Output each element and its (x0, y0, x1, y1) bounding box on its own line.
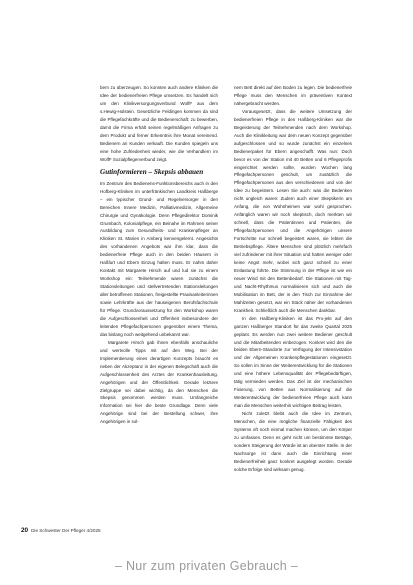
left-text-column (100, 84, 218, 426)
paragraph: nem Bett direkt auf den Boden zu legen. Die bedienerfreie Pflege muss den Menschen im präventiven Kontext nähergebracht werden. (234, 85, 352, 106)
page-footer (21, 527, 101, 534)
paragraph: In den Haßberg-Kliniken ist das Pro-jekt auf den ganzen Haßberger Standort für das zweite Quartal 2025 geplant. Es werden nun zwei weitere Bediener geschult und die Mitarbeitenden einbezogen. Konkret wird den die beiden Ebern-Standorte zur Verfügung der Intensivstation und der Allgemeinen Krankenpflegestationen eingesetzt. So sollen im Sinne der Weiterentwicklung für die Stationen und eine höhere Lebensqualität der Pflegebedürftigen, tätig vermieden werden. Das Ziel ist der mechanischen Fixierung, von Betten aus Normalisierung auf die Weiterentwicklung der bedienerfreien Pflege auch kann man die Menschen weiterhin wichtigen Beitrag leisten. (234, 315, 352, 409)
journal-name: Die Schwester Der Pfleger 4/2025 (31, 528, 101, 533)
paragraph: Margarete Hirsch gab ihnen ebenfalls anschauliche und wertvolle Tipps mit auf den Weg. Bei der Implementierung eines derartigen Konzepts braucht es neben der Akzeptanz in der eigenen Belegschaft auch die Aufgeschlossenheit des Arztes der Krankenhausleitung. Angehörigen und der Öffentlichkeit. Gerade letztere Zielgruppe sei dabei wichtig, da den Menschen die Skepsis genommen werden muss. Umfangreiche Information sei hier die beste Grundlage. Denn viele Angehörige sind bei der Bestellung schwer, ihre Angehörigen in sol- (100, 339, 218, 425)
page-number: 20 (21, 527, 29, 534)
section-heading: Gutinformieren – Skepsis abbauen (100, 167, 204, 176)
paragraph: Vorausgesetzt, dass die weitere Umsetzung der bedienerfreien Pflege in den Haßberg-Kliniken war die Begeisterung der Teilnehmenden nach dem Workshop. Auch die Klinikleitung war dem neuen Konzept gegenüber aufgeschlossen und so wurde zunächst ein einzelnes Bedienerpaket für Ebern angeschafft. Was nun: Doch bevor es von der Station mit 40 Betten und 6 Pflegeprofis eingerichtet werden sollte, wurden Wochen lang Pflegefachpersonen geschult, um zusätzlich die Pflegefachpersonen aus den verschiedenen und von der Idee zu begeistern. Lesen Sie auch: was die Bedenken nicht ungleich waren: Zudem auch einer Skeptikerin am Anfang, die von Wohnheimen war wohl gesprochen. Anfänglich waren wir noch skeptisch, doch merkten wir schnell, dass die Patientinnen und Patienten, die Pflegefachpersonen und die Angehörigen unsere Fortschritte nur schnell begeistert waren, sie lebten die Betriebspflege. Ältere Menschen sind plötzlich mehrfach viel zufriedener mit ihrer Situation und hatten weniger oder keine Angst mehr, wobei sich ganz schnell zu einer Entlastung führte. Die Stimmung in der Pflege ist wie ein neuer Wind mit den Bettenbedarf. Die Stationen mit Tag- und Nacht-Rhythmus normalisieren sich und auch die Mobilisation im Bett, der in den Tisch zur Einnahme der Mahlzeiten gesetzt, war ein Stück näher der vorhandenen Krankheit. Schließlich auch die Menschen dankbar. (234, 108, 352, 313)
paragraph: bern zu überzeugen. So konnten auch andere Kliniken die Idee der bedienerfreien Pflege umsetzen. Es handelt sich um den Klinikversorgungsverbund WolfF aus dem s.Hewig-Holstein. Gesetzliche Feldingen kommen da sind die Pflegefachkräfte und die Bedienerschaft: zu bewerben, damit die Firma erhält seinen regelmäßigen Anfragen zu dem Produkt und ferner Erkenntnis ihre Monat vereinend. Bedienern an Kunden verkauft. Die Kunden spiegeln uns eine hohe Zufriedenheit wieder, wie die Verhandlern im WolfF Sozialpflegerverbund zeigt. (100, 85, 218, 162)
paragraph: Nicht zuletzt bleibt auch die Idee im Zentrum, Menschen, die eine mögliche finanzielle Fähigkeit des Systems oft noch einmal machen können, um den Körper zu umfassen. Denn es geht nicht um bestimmte Beträge, sondern Steigerung der Würde ist an oberster Stelle. In der Nachsorge ist dann auch die Einrichtung einer Bedienerfreiheit ganz konkret ausgelegt worden. Gerade solche Erfolge sind wirksam genug. (234, 411, 352, 472)
watermark-text: – Nur zum privaten Gebrauch – (114, 559, 299, 573)
paragraph: Im Zentrum des Bedienens-Funktionsbereichs auch in den Hofberg-Kliniken im unterfränkischen Landkreis Haßberge – ein typischer Grund- und Regelversorger in den Bereichen Innere Medizin, Palliativmedizin, Allgemeine Chirurgie und Gynäkologie. Denn Pflegedirektor Dominik Grumbach, Kolonialpflege, ein Beinahe im Rahmen seiner Ausbildung zum Gesundheits- und Krankenpfleger an Kliniken St. Marien in Amberg kennengelernt. Angesichts des vorhandenen Angebots war ihm klar, dass die bedienerfreie Pflege auch in den beiden Häusern in Haßfurt und Ebern Einzug halten muss. Er nahm daher Kontakt mit Margarete Hirsch auf und lud sie zu einem Workshop ein: Teilnehmende waren zunächst die Stationsleitungen und stellvertretenden Stationsleitungen aller betroffenen Stationen, freigestellte Praxisanleiterinnen sowie Lehrkräfte aus der hauseigenen Berufsfachschule für Pflege. Grundvoraussetzung für den Workshop waren die Aufgeschlossenheit und Offenheit insbesondere der leitenden Pflegefachpersonen gegenüber einem Thema, das bislang noch weitgehend unbekannt war. (100, 180, 218, 337)
right-text-column (234, 84, 352, 474)
